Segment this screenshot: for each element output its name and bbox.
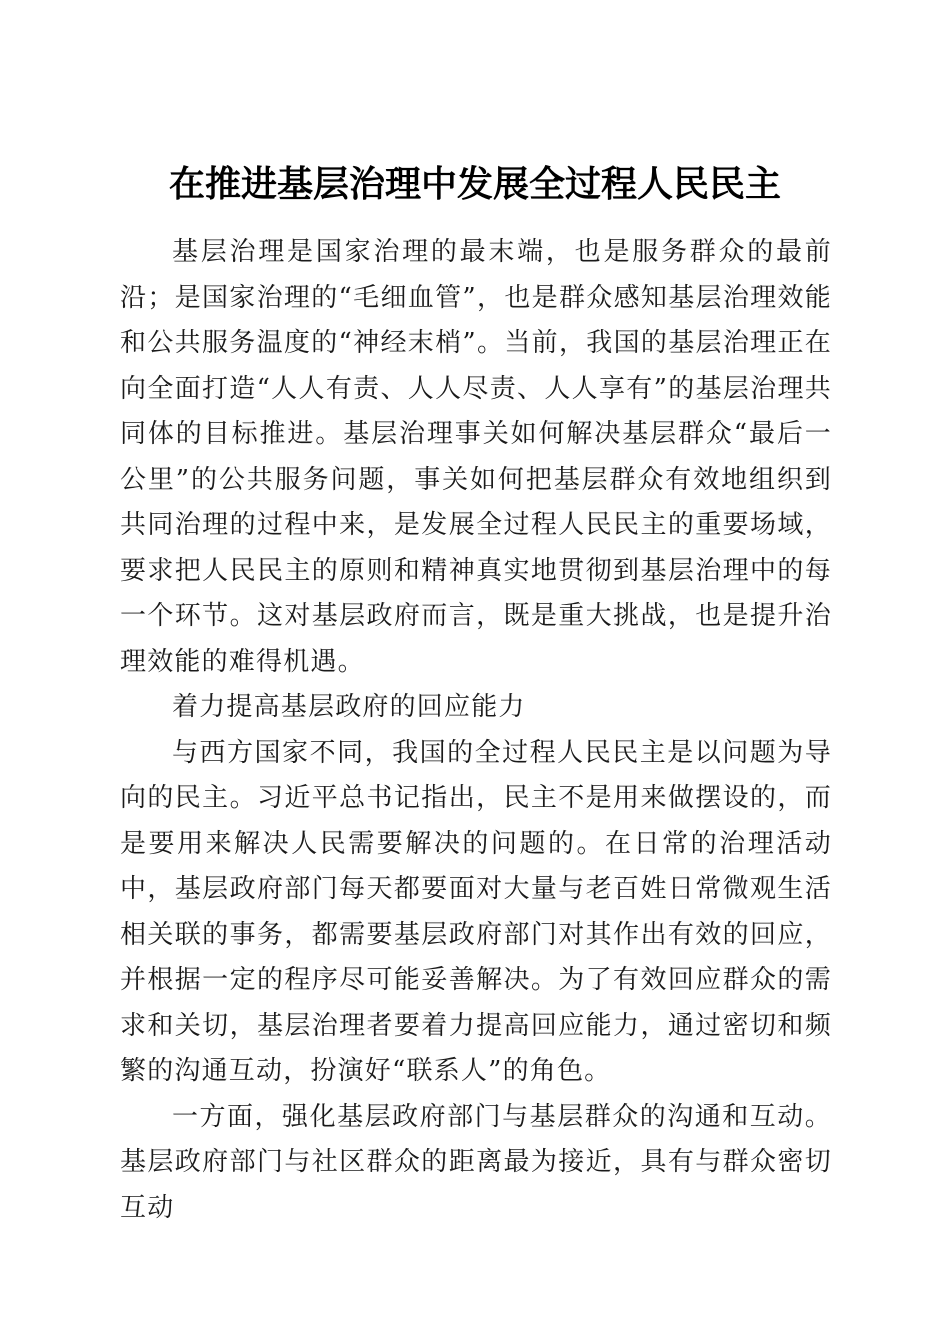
document-title: 在推进基层治理中发展全过程人民民主	[168, 163, 781, 206]
paragraph-communication: 一方面，强化基层政府部门与基层群众的沟通和互动。基层政府部门与社区群众的距离最为接近，具有与群众密切互动	[120, 1101, 832, 1223]
paragraph-intro: 基层治理是国家治理的最末端，也是服务群众的最前沿；是国家治理的“毛细血管”，也是群众感知基层治理效能和公共服务温度的“神经末梢”。当前，我国的基层治理正在向全面打造“人人有责、人人尽责、人人享有”的基层治理共同体的目标推进。基层治理事关如何解决基层群众“最后一公里”的公共服务问题，事关如何把基层群众有效地组织到共同治理的过程中来，是发展全过程人民民主的重要场域，要求把人民民主的原则和精神真实地贯彻到基层治理中的每一个环节。这对基层政府而言，既是重大挑战，也是提升治理效能的难得机遇。	[120, 237, 832, 677]
paragraph-response: 与西方国家不同，我国的全过程人民民主是以问题为导向的民主。习近平总书记指出，民主不是用来做摆设的，而是要用来解决人民需要解决的问题的。在日常的治理活动中，基层政府部门每天都要面对大量与老百姓日常微观生活相关联的事务，都需要基层政府部门对其作出有效的回应，并根据一定的程序尽可能妥善解决。为了有效回应群众的需求和关切，基层治理者要着力提高回应能力，通过密切和频繁的沟通互动，扮演好“联系人”的角色。	[120, 737, 832, 1086]
document-body	[120, 230, 832, 1231]
section-heading: 着力提高基层政府的回应能力	[172, 692, 526, 722]
